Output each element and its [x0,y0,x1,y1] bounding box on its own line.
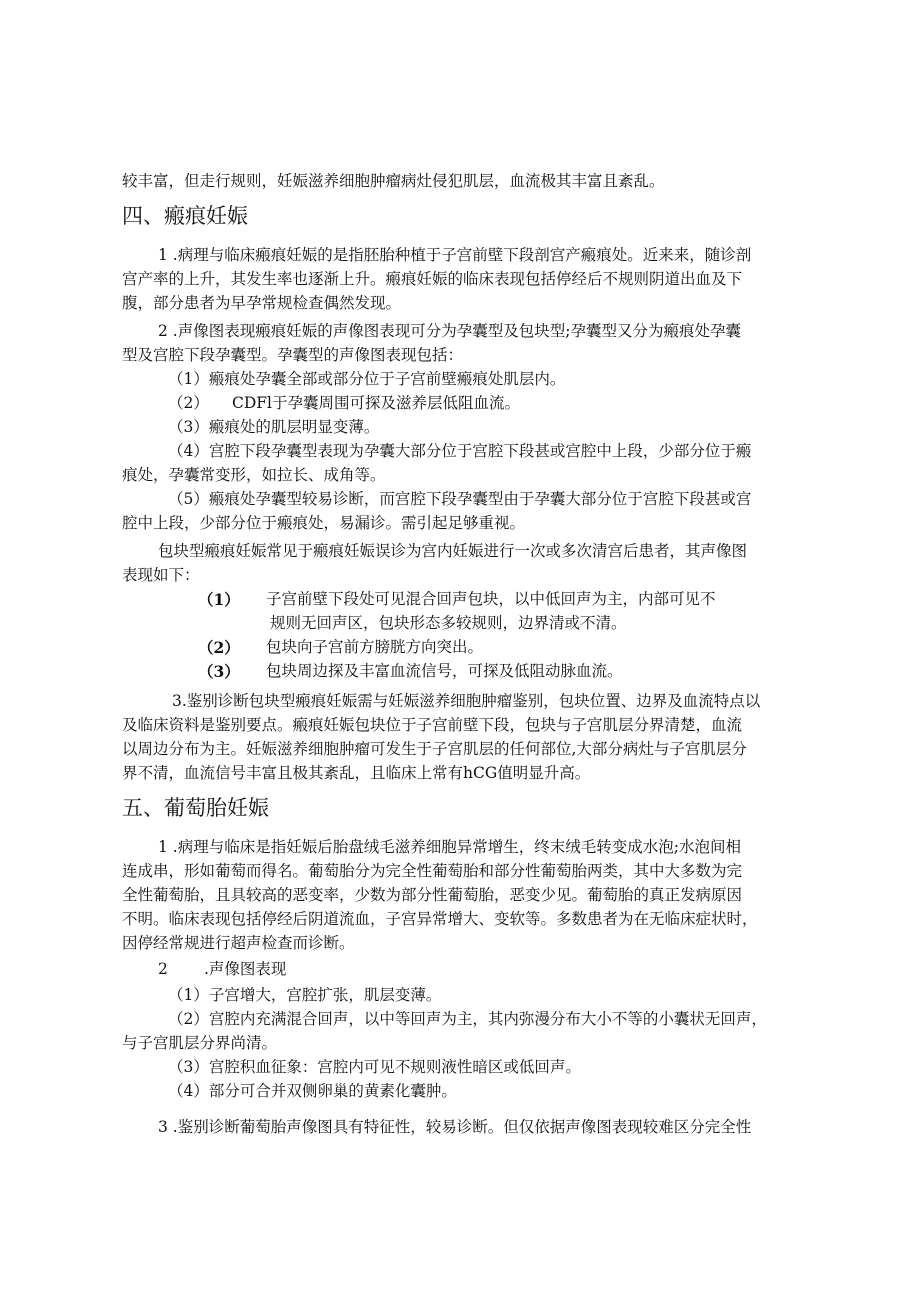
section-heading-4: 四、瘢痕妊娠 [122,204,248,228]
list-item: （4）部分可合并双侧卵巢的黄素化囊肿。 [168,1082,457,1100]
text-line: 与子宫肌层分界尚清。 [122,1034,278,1052]
text-line: 界不清，血流信号丰富且极其紊乱，且临床上常有hCG值明显升高。 [122,764,591,782]
text-line: 较丰富，但走行规则，妊娠滋养细胞肿瘤病灶侵犯肌层，血流极其丰富且紊乱。 [122,172,665,190]
text-line: 1 .病理与临床瘢痕妊娠的是指胚胎种植于子宫前壁下段剖宫产瘢痕处。近来来，随诊剖 [158,246,752,264]
list-number: （2） [168,394,209,412]
text-line: 腹，部分患者为早孕常规检查偶然发现。 [122,294,402,312]
text-line: 宫产率的上升，其发生率也逐渐上升。瘢痕妊娠的临床表现包括停经后不规则阴道出血及下 [122,270,743,288]
list-item: （1）子宫增大，宫腔扩张，肌层变薄。 [168,986,442,1004]
list-number: 2 [158,960,168,978]
text-line: .声像图表现 [204,960,287,978]
list-item: （1）瘢痕处孕囊全部或部分位于子宫前壁瘢痕处肌层内。 [168,370,566,388]
list-item: （4）宫腔下段孕囊型表现为孕囊大部分位于宫腔下段甚或宫腔中上段，少部分位于瘢 [168,442,752,460]
text-line: 2 .声像图表现瘢痕妊娠的声像图表现可分为孕囊型及包块型;孕囊型又分为瘢痕处孕囊 [158,322,741,340]
text-line: 表现如下： [122,566,200,584]
section-heading-5: 五、葡萄胎妊娠 [122,796,269,820]
list-item: （2）宫腔内充满混合回声，以中等回声为主，其内弥漫分布大小不等的小囊状无回声， [168,1010,767,1028]
list-item: 包块向子宫前方膀胱方向突出。 [266,638,484,656]
text-line: 型及宫腔下段孕囊型。孕囊型的声像图表现包括： [122,346,464,364]
text-line: 连成串，形如葡萄而得名。葡萄胎分为完全性葡萄胎和部分性葡萄胎两类，其中大多数为完 [122,862,743,880]
list-item: （3）宫腔积血征象：宫腔内可见不规则液性暗区或低回声。 [168,1058,581,1076]
list-item: 规则无回声区，包块形态多较规则，边界清或不清。 [270,614,627,632]
list-item: （3）瘢痕处的肌层明显变薄。 [168,418,380,436]
list-item: （5）瘢痕处孕囊型较易诊断，而宫腔下段孕囊型由于孕囊大部分位于宫腔下段甚或宫 [168,490,752,508]
text-line: 包块型瘢痕妊娠常见于瘢痕妊娠误诊为宫内妊娠进行一次或多次清宫后患者，其声像图 [158,542,748,560]
list-item: CDFl于孕囊周围可探及滋养层低阻血流。 [232,394,520,412]
text-line: 腔中上段，少部分位于瘢痕处，易漏诊。需引起足够重视。 [122,514,526,532]
text-line: 以周边分布为主。妊娠滋养细胞肿瘤可发生于子宫肌层的任何部位,大部分病灶与子宫肌层分 [122,740,747,758]
list-item: 包块周边探及丰富血流信号，可探及低阻动脉血流。 [266,662,623,680]
list-number: （1） [198,590,240,609]
text-line: 因停经常规进行超声检查而诊断。 [122,934,355,952]
text-line: 3 .鉴别诊断葡萄胎声像图具有特征性，较易诊断。但仅依据声像图表现较难区分完全性 [158,1118,752,1136]
list-number: （2） [198,638,240,657]
text-line: 1 .病理与临床是指妊娠后胎盘绒毛滋养细胞异常增生，终末绒毛转变成水泡;水泡间相 [158,838,741,856]
list-item: 子宫前壁下段处可见混合回声包块，以中低回声为主，内部可见不 [266,590,716,608]
text-line: 痕处，孕囊常变形，如拉长、成角等。 [122,466,386,484]
text-line: 及临床资料是鉴别要点。瘢痕妊娠包块位于子宫前壁下段，包块与子宫肌层分界清楚，血流 [122,716,743,734]
text-line: 不明。临床表现包括停经后阴道流血，子宫异常增大、变软等。多数患者为在无临床症状时， [122,910,758,928]
list-number: （3） [198,662,240,681]
text-line: 3.鉴别诊断包块型瘢痕妊娠需与妊娠滋养细胞肿瘤鉴别，包块位置、边界及血流特点以 [172,692,761,710]
text-line: 全性葡萄胎，且具较高的恶变率，少数为部分性葡萄胎，恶变少见。葡萄胎的真正发病原因 [122,886,743,904]
